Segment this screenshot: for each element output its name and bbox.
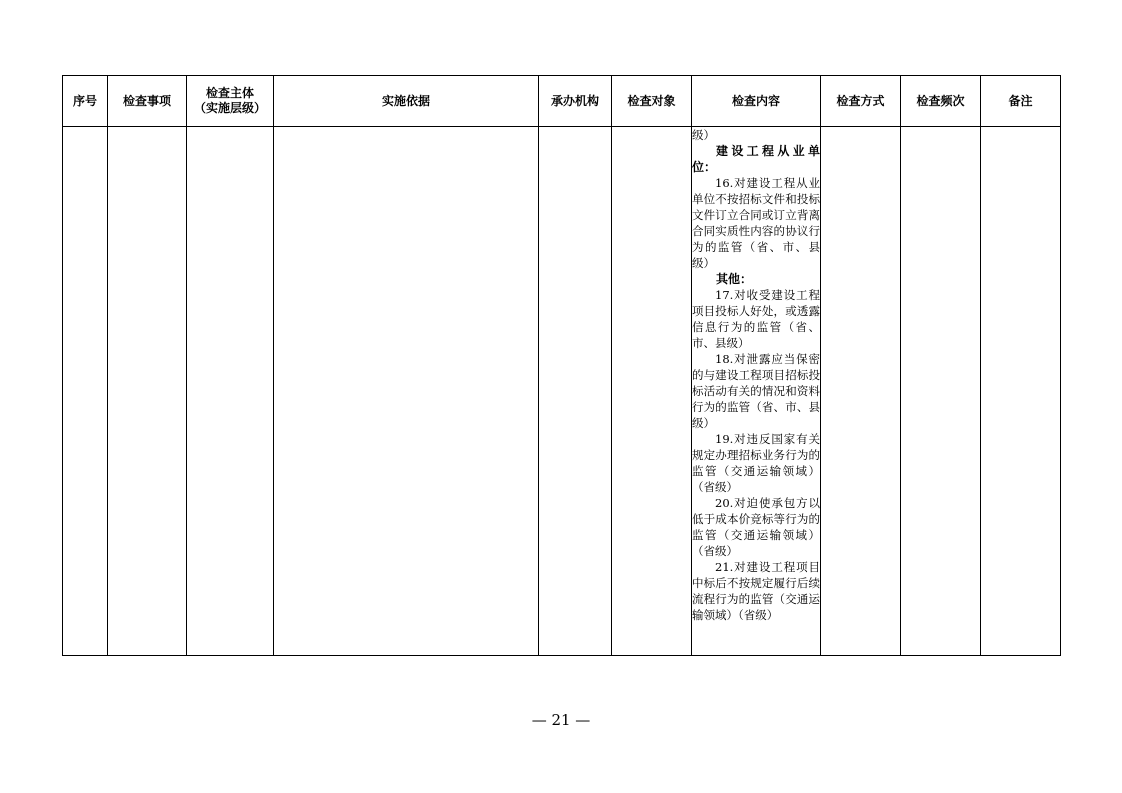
content-item: 19.对违反国家有关规定办理招标业务行为的监管（交通运输领域）（省级）: [692, 432, 820, 494]
content-item: 18.对泄露应当保密的与建设工程项目招标投标活动有关的情况和资料行为的监管（省、市、县级）: [692, 352, 820, 430]
cell-subject: [187, 127, 274, 656]
header-frequency: 检查频次: [901, 76, 981, 127]
cell-seq: [63, 127, 108, 656]
header-agency: 承办机构: [539, 76, 612, 127]
content-item: 16.对建设工程从业单位不按招标文件和投标文件订立合同或订立背离合同实质性内容的协议行为的监管（省、市、县级）: [692, 176, 820, 270]
header-content: 检查内容: [692, 76, 821, 127]
header-subject-line1: 检查主体: [205, 86, 254, 100]
header-item: 检查事项: [108, 76, 187, 127]
table-row: [63, 127, 1061, 656]
page-number: — 21 —: [531, 711, 591, 729]
content-category: 其他：: [716, 272, 753, 286]
header-seq: 序号: [63, 76, 108, 127]
content-item: 17.对收受建设工程项目投标人好处，或透露信息行为的监管（省、市、县级）: [692, 288, 820, 350]
cell-content: [692, 127, 821, 656]
cell-remarks: [981, 127, 1061, 656]
cell-basis: [274, 127, 539, 656]
header-target: 检查对象: [612, 76, 692, 127]
cell-frequency: [901, 127, 981, 656]
content-item: 20.对迫使承包方以低于成本价竞标等行为的监管（交通运输领域）（省级）: [692, 496, 820, 558]
header-basis: 实施依据: [274, 76, 539, 127]
cell-method: [821, 127, 901, 656]
header-method: 检查方式: [821, 76, 901, 127]
cell-target: [612, 127, 692, 656]
cell-agency: [539, 127, 612, 656]
table-header-row: [63, 76, 1061, 127]
inspection-table: [62, 75, 1061, 656]
header-remarks: 备注: [981, 76, 1061, 127]
content-line: 级）: [692, 128, 715, 142]
header-subject: [187, 76, 274, 127]
content-category: 建设工程从业单位：: [692, 144, 820, 174]
cell-item: [108, 127, 187, 656]
content-item: 21.对建设工程项目中标后不按规定履行后续流程行为的监管（交通运输领域）（省级）: [692, 560, 820, 622]
header-subject-line2: （实施层级）: [193, 101, 266, 115]
